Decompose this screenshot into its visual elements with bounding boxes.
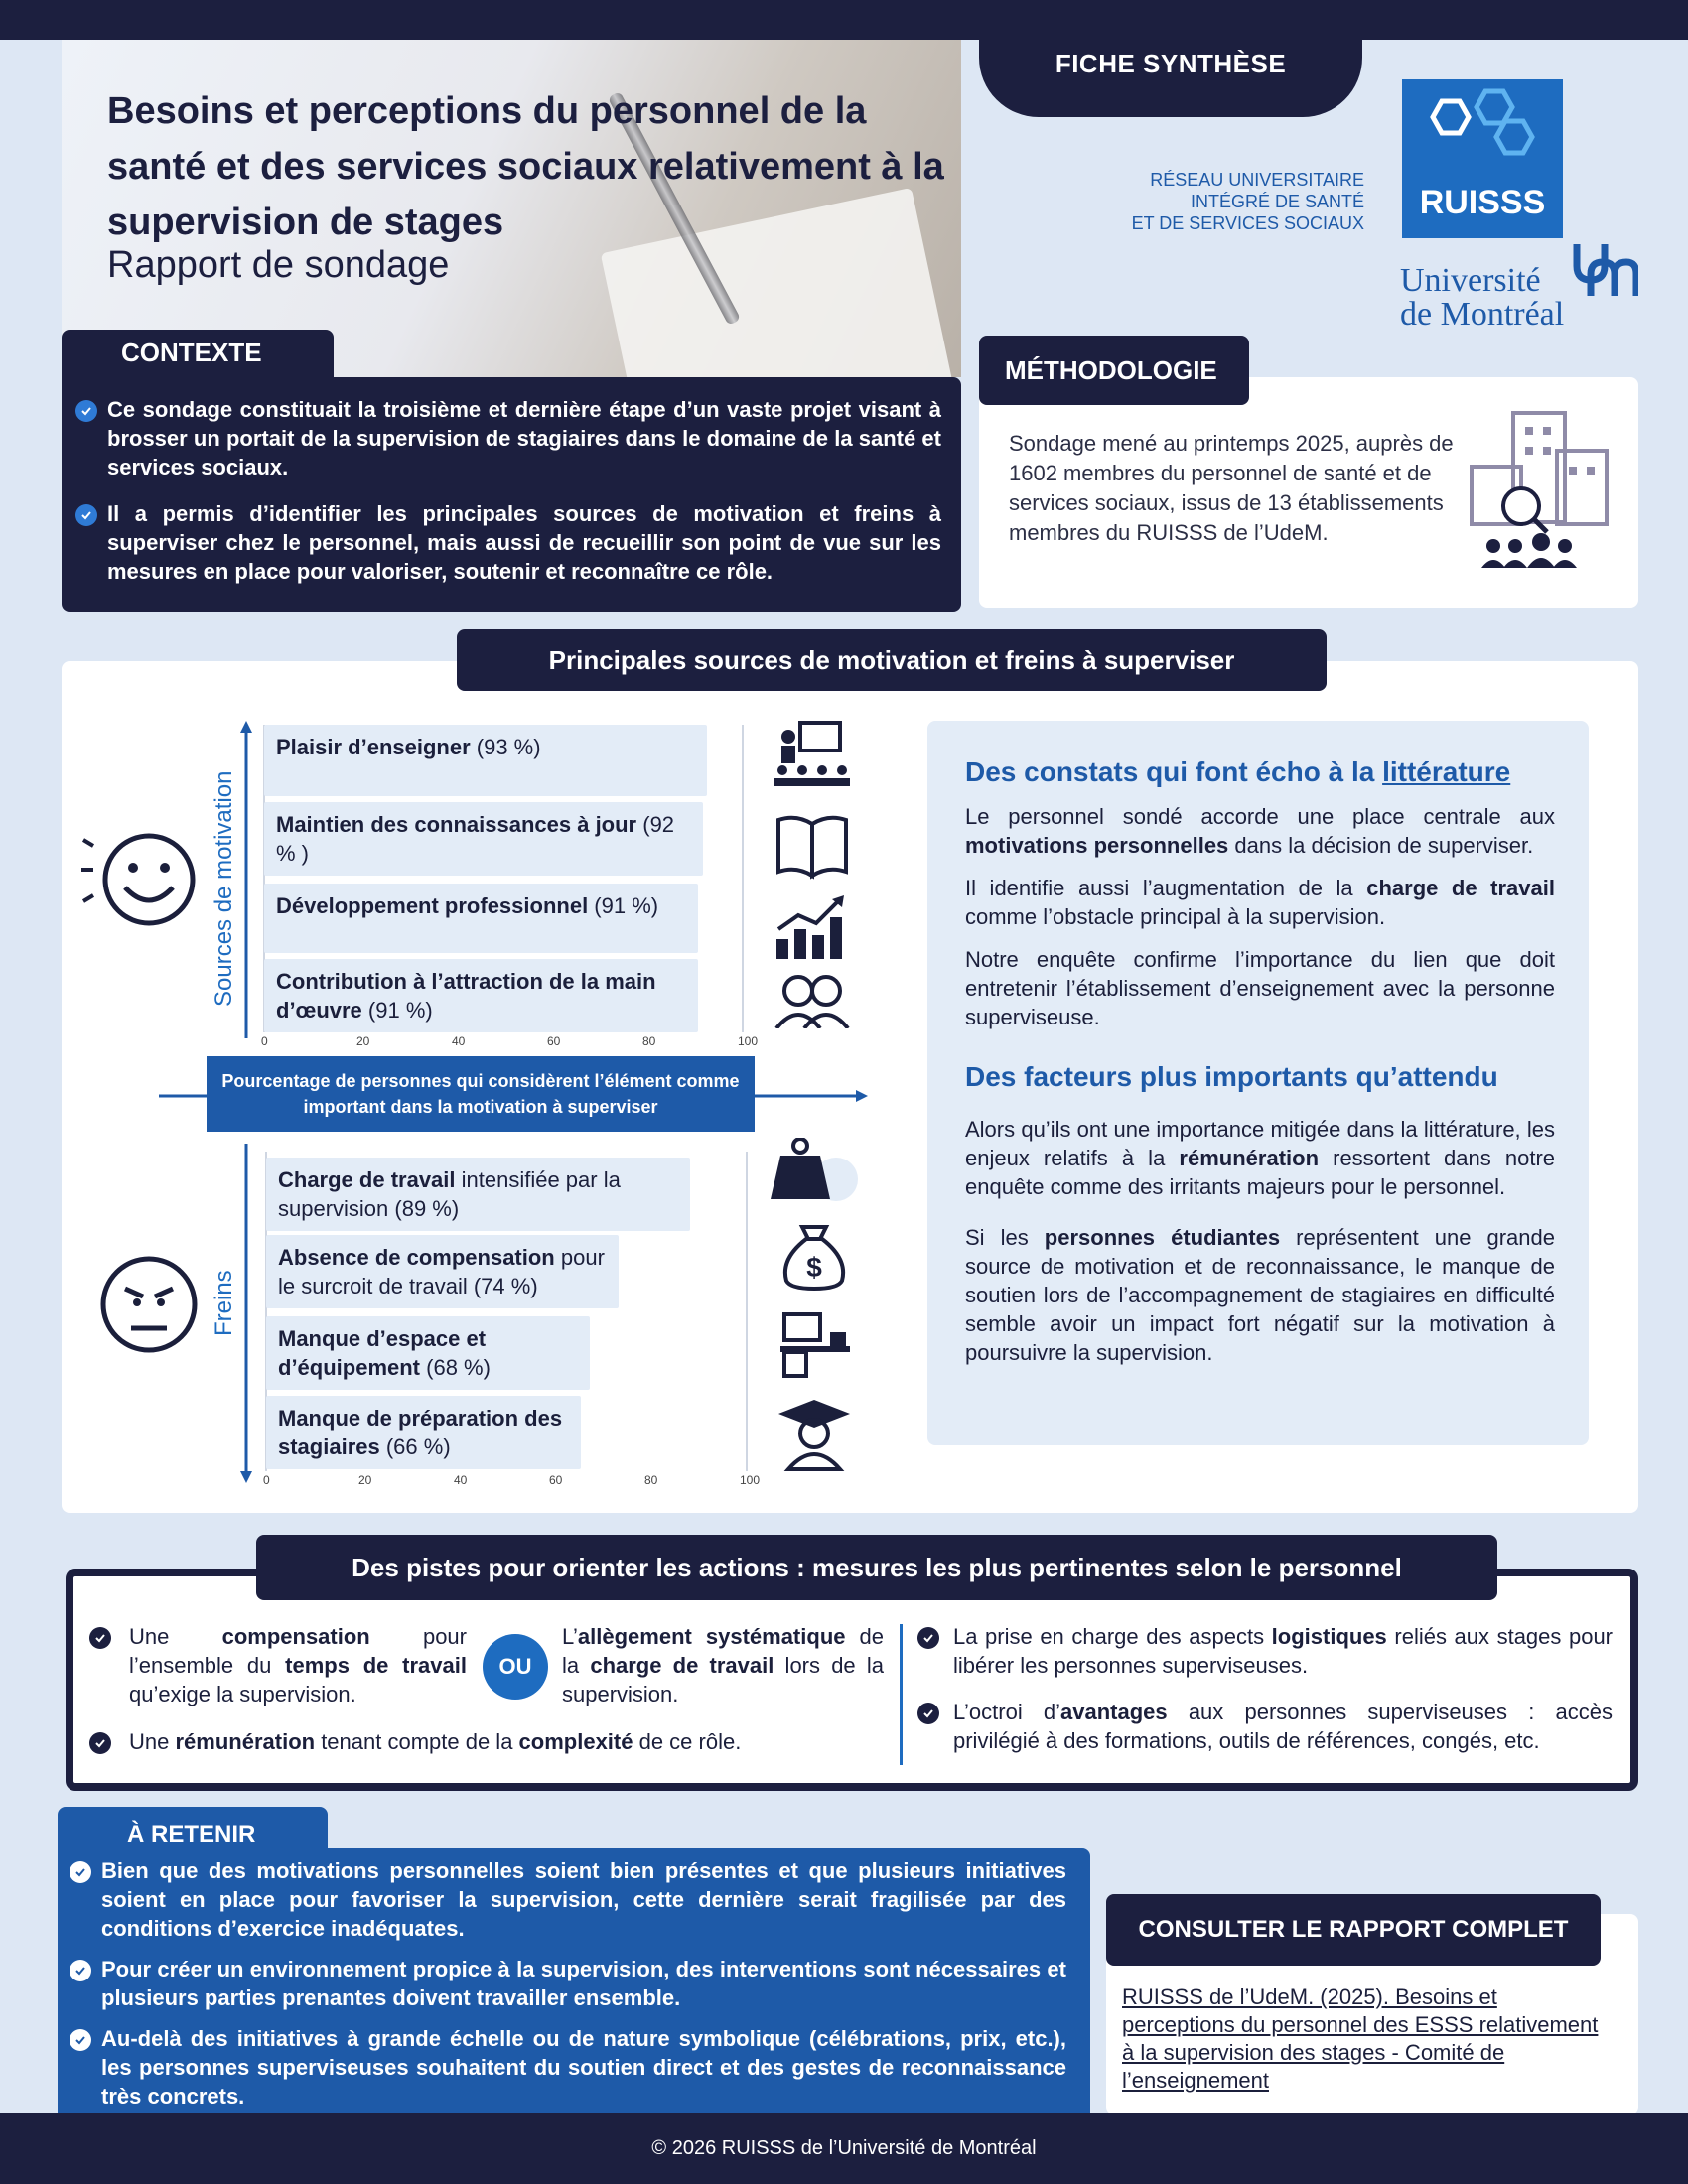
chart-bar: [266, 1235, 619, 1308]
page-title: Besoins et perceptions du personnel de la santé et des services sociaux relativement à la supervision de stages: [107, 90, 944, 243]
angry-face-icon: [97, 1253, 207, 1356]
check-icon: [917, 1703, 939, 1724]
fiche-badge: FICHE SYNTHÈSE: [979, 28, 1362, 117]
bar-label-value: (91 %): [588, 893, 659, 918]
rapport-link[interactable]: RUISSS de l’UdeM. (2025). Besoins et perceptions du personnel des ESSS relativement à la supervision des stages - Comité de l’enseignement: [1122, 1984, 1599, 2093]
motivation-icons: [767, 719, 856, 1028]
bar-label-bold: Maintien des connaissances à jour: [276, 812, 637, 837]
contexte-title: CONTEXTE: [62, 330, 334, 379]
ruisss-logo-text: RUISSS: [1419, 184, 1546, 221]
chart-bar: [264, 725, 707, 796]
udem-line-1: Université: [1400, 262, 1541, 299]
money-bag-icon: [785, 1227, 843, 1289]
udem-line-2: de Montréal: [1400, 296, 1565, 333]
constats-box: [927, 721, 1589, 1445]
happy-face-icon: [77, 826, 207, 935]
text: L’octroi d’: [953, 1700, 1061, 1724]
text: La prise en charge des aspects: [953, 1624, 1272, 1649]
axis-tick-label: 40: [454, 1473, 468, 1487]
axis-tick-label: 80: [642, 1034, 656, 1048]
bar-label-value: intensifiée par la supervision (89 %): [278, 1167, 621, 1221]
text: aux personnes superviseuses : accès privilégié à des formations, outils de références, congés, etc.: [953, 1700, 1613, 1753]
constats-paragraph: [965, 874, 1555, 931]
check-icon: [89, 1732, 111, 1754]
desk-icon: [780, 1314, 850, 1376]
reseau-label: [1053, 169, 1364, 234]
check-icon: [70, 2029, 91, 2051]
bar-label-bold: Charge de travail: [278, 1167, 456, 1192]
pistes-title: Des pistes pour orienter les actions : mesures les plus pertinentes selon le personnel: [256, 1535, 1497, 1600]
chart-bar: [266, 1316, 590, 1390]
text: L’: [562, 1624, 578, 1649]
motivation-section-title: Principales sources de motivation et freins à superviser: [457, 629, 1327, 691]
text: lors de la supervision.: [562, 1653, 884, 1706]
retenir-box: [58, 1848, 1090, 2115]
ruisss-logo: [1402, 79, 1563, 238]
reseau-line-3: ET DE SERVICES SOCIAUX: [1131, 213, 1364, 233]
piste-item: [562, 1622, 884, 1708]
bar-label-bold: Contribution à l’attraction de la main d’œuvre: [276, 969, 656, 1023]
axis-tick-label: 80: [644, 1473, 658, 1487]
consulter-title: CONSULTER LE RAPPORT COMPLET: [1106, 1894, 1601, 1966]
bar-label-value: (91 %): [361, 998, 433, 1023]
axis-label-freins: Freins: [211, 1270, 237, 1336]
constats-paragraph: Notre enquête confirme l’importance du lien que doit entretenir l’établissement d’enseignement avec la personne superviseuse.: [965, 947, 1555, 1029]
bar-label-value: (93 %): [470, 735, 541, 759]
graduate-icon: [778, 1400, 850, 1469]
check-icon: [89, 1627, 111, 1649]
piste-item: [129, 1622, 467, 1708]
text: qu’exige la supervision.: [129, 1682, 356, 1706]
retenir-item: [101, 2024, 1066, 2111]
building-people-icon: [1454, 407, 1613, 576]
contexte-text-2: Il a permis d’identifier les principales sources de motivation et freins à superviser chez le personnel, mais aussi de recueillir son point de vue sur les mesures en place pour valoriser, soutenir et reconnaître ce rôle.: [107, 501, 941, 584]
text-bold: personnes étudiantes: [1044, 1225, 1281, 1250]
text: ressortent dans notre enquête comme des irritants majeurs pour le personnel.: [965, 1146, 1556, 1199]
book-icon: [778, 818, 846, 876]
text-bold: logistiques: [1271, 1624, 1387, 1649]
svg-text:$: $: [806, 1252, 822, 1283]
chart-bar: [264, 884, 698, 953]
bar-label-value: (92 % ): [276, 812, 675, 866]
constats-paragraph: [965, 802, 1555, 860]
text: tenant compte de la: [315, 1729, 519, 1754]
constats-heading-1-text: Des constats qui font écho à la: [965, 756, 1383, 787]
page-subtitle: Rapport de sondage: [107, 244, 450, 286]
text: Alors qu’ils ont une importance mitigée dans la littérature, les enjeux relatifs à la: [965, 1117, 1555, 1170]
weight-icon: [771, 1139, 858, 1201]
axis-tick-label: 60: [547, 1034, 561, 1048]
litterature-link[interactable]: littérature: [1382, 756, 1511, 787]
bar-label-bold: Développement professionnel: [276, 893, 589, 918]
text-bold: rémunération: [175, 1729, 316, 1754]
axis-tick-label: 60: [549, 1473, 563, 1487]
bar-label-value: pour le surcroit de travail (74 %): [278, 1245, 605, 1298]
text: reliés aux stages pour libérer les personnes superviseuses.: [953, 1624, 1614, 1678]
text: dans la décision de superviser.: [1228, 833, 1534, 858]
constats-paragraph: [965, 1223, 1555, 1367]
hexagons-icon: [1402, 79, 1563, 169]
contexte-text-1: Ce sondage constituait la troisième et dernière étape d’un vaste projet visant à brosser un portait de la supervision de stagiaires dans le domaine de la santé et services sociaux.: [107, 397, 941, 479]
check-icon: [917, 1627, 939, 1649]
retenir-item: [101, 1856, 1066, 1943]
bar-label-bold: Manque de préparation des stagiaires: [278, 1406, 563, 1459]
bar-label-bold: Absence de compensation: [278, 1245, 555, 1270]
chart-bar: [264, 959, 698, 1032]
ou-badge: OU: [483, 1634, 548, 1700]
axis-tick-label: 20: [358, 1473, 372, 1487]
text-bold: charge de travail: [1366, 876, 1555, 900]
retenir-item: [101, 1955, 1066, 2012]
bar-label-bold: Manque d’espace et d’équipement: [278, 1326, 487, 1380]
bar-label-bold: Plaisir d’enseigner: [276, 735, 471, 759]
growth-chart-icon: [776, 895, 844, 959]
retenir-text-1: Bien que des motivations personnelles soient bien présentes et que plusieurs initiatives soient en place pour favoriser la supervision, cette dernière serait fragilisée par des conditions d’exercice inadéquates.: [101, 1858, 1066, 1941]
check-icon: [70, 1861, 91, 1883]
chart-bar: [266, 1396, 581, 1469]
text-bold: avantages: [1060, 1700, 1168, 1724]
text-bold: temps de travail: [285, 1653, 467, 1678]
chart-bar: [266, 1158, 690, 1231]
axis-tick-label: 100: [738, 1034, 759, 1048]
text: représentent une grande source de motivation et de reconnaissance, le manque de soutien lors de l’accompagnement de stagiaires en difficulté semble avoir un impact fort négatif sur la motivation à poursuivre la supervision.: [965, 1225, 1555, 1365]
axis-tick-label: 100: [740, 1473, 761, 1487]
reseau-line-2: INTÉGRÉ DE SANTÉ: [1190, 192, 1364, 211]
axis-label-motivation: Sources de motivation: [211, 770, 237, 1007]
axis-tick-label: 40: [452, 1034, 466, 1048]
text: de ce rôle.: [633, 1729, 742, 1754]
text: Le personnel sondé accorde une place centrale aux: [965, 804, 1555, 829]
constats-paragraph: [965, 1115, 1555, 1201]
check-icon: [70, 1960, 91, 1981]
piste-item: [953, 1622, 1613, 1680]
constats-heading-2: Des facteurs plus importants qu’attendu: [965, 1061, 1498, 1092]
methodologie-text: Sondage mené au printemps 2025, auprès de 1602 membres du personnel de santé et de services sociaux, issus de 13 établissements membres du RUISSS de l’UdeM.: [1009, 431, 1454, 545]
text-bold: motivations personnelles: [965, 833, 1229, 858]
axis-tick-label: 0: [261, 1034, 268, 1048]
chart-legend: Pourcentage de personnes qui considèrent l’élément comme important dans la motivation à superviser: [207, 1056, 755, 1132]
text-bold: charge de travail: [590, 1653, 774, 1678]
text: de la: [562, 1624, 884, 1678]
teacher-icon: [774, 723, 850, 786]
axis-tick-label: 20: [356, 1034, 370, 1048]
reseau-line-1: RÉSEAU UNIVERSITAIRE: [1150, 170, 1364, 190]
retenir-text-3: Au-delà des initiatives à grande échelle ou de nature symbolique (célébrations, prix, etc.), les personnes superviseuses souhaitent du soutien direct et des gestes de reconnaissance très concrets.: [101, 2026, 1066, 2109]
text-bold: compensation: [221, 1624, 370, 1649]
text: comme l’obstacle principal à la supervision.: [965, 904, 1386, 929]
text: Si les: [965, 1225, 1045, 1250]
freins-icons: [767, 1138, 866, 1475]
piste-item: [953, 1698, 1613, 1755]
constats-heading-1: [965, 756, 1555, 788]
methodologie-title: MÉTHODOLOGIE: [979, 336, 1249, 405]
bar-label-value: (66 %): [379, 1434, 451, 1459]
text-bold: rémunération: [1179, 1146, 1320, 1170]
text: Une: [129, 1729, 176, 1754]
retenir-title: À RETENIR: [58, 1807, 328, 1862]
retenir-text-2: Pour créer un environnement propice à la supervision, des interventions sont nécessaires et plusieurs parties prenantes doivent travailler ensemble.: [101, 1957, 1066, 2010]
bar-label-value: (68 %): [420, 1355, 491, 1380]
people-icon: [776, 977, 848, 1028]
methodologie-box: [979, 377, 1638, 608]
chart-bar: [264, 802, 703, 876]
text-bold: allègement systématique: [577, 1624, 846, 1649]
text: Une: [129, 1624, 222, 1649]
pistes-divider: [900, 1624, 903, 1765]
udem-mark-icon: [1569, 240, 1638, 300]
text: Il identifie aussi l’augmentation de la: [965, 876, 1367, 900]
axis-tick-label: 0: [263, 1473, 270, 1487]
piste-item: [129, 1727, 884, 1756]
footer: © 2026 RUISSS de l’Université de Montréal: [0, 2113, 1688, 2184]
text: pour l’ensemble du: [129, 1624, 467, 1678]
text-bold: complexité: [518, 1729, 633, 1754]
